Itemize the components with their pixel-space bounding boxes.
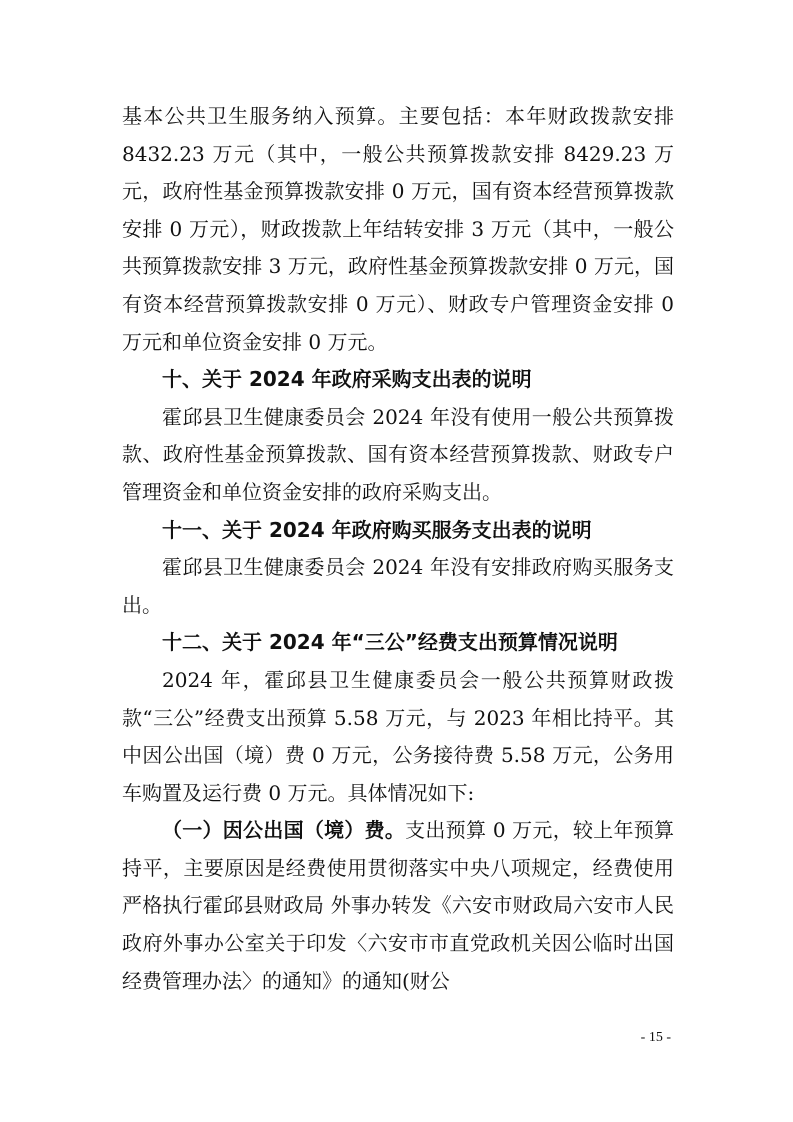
paragraph-overseas-body: 支出预算 0 万元，较上年预算持平，主要原因是经费使用贯彻落实中央八项规定，经费使用严格执行霍邱县财政局 外事办转发《六安市财政局六安市人民政府外事办公室关于印发〈六安市市直党政机关因公临时出国经费管理办法〉的通知》的通知(财公 (122, 818, 674, 993)
heading-service-purchase: 十一、关于 2024 年政府购买服务支出表的说明 (162, 517, 592, 542)
paragraph-service-purchase: 霍邱县卫生健康委员会 2024 年没有安排政府购买服务支出。 (122, 555, 674, 617)
paragraph-procurement: 霍邱县卫生健康委员会 2024 年没有使用一般公共预算拨款、政府性基金预算拨款、国有资本经营预算拨款、财政专户管理资金和单位资金安排的政府采购支出。 (122, 404, 674, 504)
heading-procurement: 十、关于 2024 年政府采购支出表的说明 (162, 367, 532, 392)
paragraph-lead: （一）因公出国（境）费。 (162, 818, 406, 843)
paragraph-budget-summary: 基本公共卫生服务纳入预算。主要包括：本年财政拨款安排 8432.23 万元（其中，一般公共预算拨款安排 8429.23 万元，政府性基金预算拨款安排 0 万元，国有资本经营预算拨款安排 0 万元），财政拨款上年结转安排 3 万元（其中，一般公共预算拨款安排 3 万元，政府性基金预算拨款安排 0 万元，国有资本经营预算拨款安排 0 万元）、财政专户管理资金安排 0 万元和单位资金安排 0 万元。 (122, 104, 674, 354)
paragraph-overseas-travel (122, 812, 674, 1000)
page-number: - 15 - (640, 1030, 671, 1045)
body-text (122, 98, 674, 1000)
heading-three-public: 十二、关于 2024 年“三公”经费支出预算情况说明 (162, 630, 618, 655)
paragraph-three-public: 2024 年，霍邱县卫生健康委员会一般公共预算财政拨款“三公”经费支出预算 5.58 万元，与 2023 年相比持平。其中因公出国（境）费 0 万元，公务接待费 5.58 万元，公务用车购置及运行费 0 万元。具体情况如下: (122, 667, 674, 805)
